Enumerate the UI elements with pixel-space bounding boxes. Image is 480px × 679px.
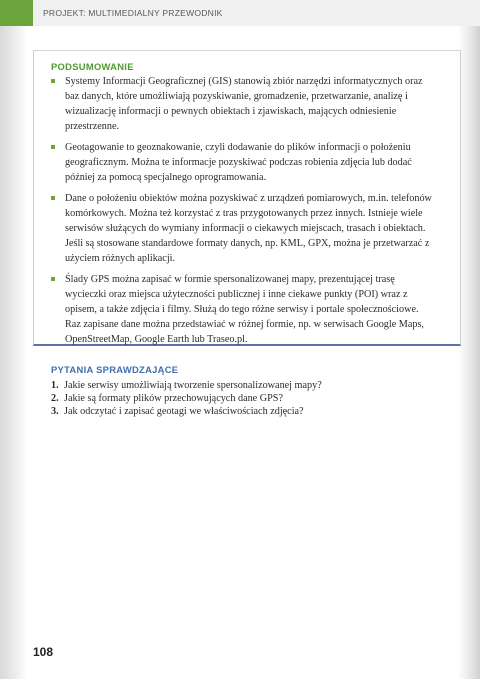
summary-item-text: Dane o położeniu obiektów można pozyskiwać z urządzeń pomiarowych, m.in. telefonów komórkowych. Można też korzystać z tras przygotowanych przez innych. Istnieje wiele serwisów służących do wymiany informacji o ciekawych miejscach, trasach i obiektach. Jeśli są stosowane standardowe formaty danych, np. KML, GPX, można je przetwarzać z użyciem różnych aplikacji. bbox=[65, 193, 432, 264]
summary-item-text: Geotagowanie to geoznakowanie, czyli dodawanie do plików informacji o położeniu geograficznym. Można te informacje pozyskiwać podczas robienia zdjęcia lub dodać później za pomocą specjalnego oprogramowania. bbox=[65, 142, 412, 183]
summary-heading: PODSUMOWANIE bbox=[51, 61, 134, 72]
question-number: 2. bbox=[51, 393, 59, 404]
page-left-shadow bbox=[0, 26, 27, 679]
page-header bbox=[0, 0, 480, 26]
summary-item bbox=[51, 140, 436, 185]
question-number: 1. bbox=[51, 380, 59, 391]
questions-heading: PYTANIA SPRAWDZAJĄCE bbox=[51, 364, 179, 375]
summary-item bbox=[51, 74, 436, 134]
questions-list bbox=[51, 379, 441, 418]
bullet-square-icon bbox=[51, 145, 55, 149]
question-item bbox=[51, 392, 441, 405]
header-title: PROJEKT: MULTIMEDIALNY PRZEWODNIK bbox=[43, 8, 223, 18]
question-item bbox=[51, 379, 441, 392]
question-text: Jakie serwisy umożliwiają tworzenie spersonalizowanej mapy? bbox=[64, 380, 322, 391]
question-number: 3. bbox=[51, 406, 59, 417]
page-right-shadow bbox=[458, 26, 480, 679]
page-number: 108 bbox=[33, 645, 54, 659]
header-accent-bar bbox=[0, 0, 33, 26]
bullet-square-icon bbox=[51, 196, 55, 200]
summary-list bbox=[51, 74, 436, 353]
summary-item bbox=[51, 191, 436, 266]
question-text: Jak odczytać i zapisać geotagi we właściwościach zdjęcia? bbox=[64, 406, 304, 417]
bullet-square-icon bbox=[51, 79, 55, 83]
bullet-square-icon bbox=[51, 277, 55, 281]
summary-item-text: Ślady GPS można zapisać w formie spersonalizowanej mapy, prezentującej trasę wycieczki oraz miejsca użyteczności publicznej i inne ciekawe punkty (POI) wraz z opisem, a także zdjęcia i filmy. Służą do tego różne serwisy i portale społecznościowe. Raz zapisane dane można przedstawiać w różnej formie, np. w serwisach Google Maps, OpenStreetMap, Google Earth lub Traseo.pl. bbox=[65, 274, 424, 345]
question-text: Jakie są formaty plików przechowujących dane GPS? bbox=[64, 393, 283, 404]
summary-item-text: Systemy Informacji Geograficznej (GIS) stanowią zbiór narzędzi informatycznych oraz baz danych, które umożliwiają pozyskiwanie, gromadzenie, przetwarzanie, analizę i wizualizację informacji o pewnych obiektach i zjawiskach, mających odniesienie przestrzenne. bbox=[65, 76, 423, 132]
summary-item bbox=[51, 272, 436, 347]
question-item bbox=[51, 405, 441, 418]
